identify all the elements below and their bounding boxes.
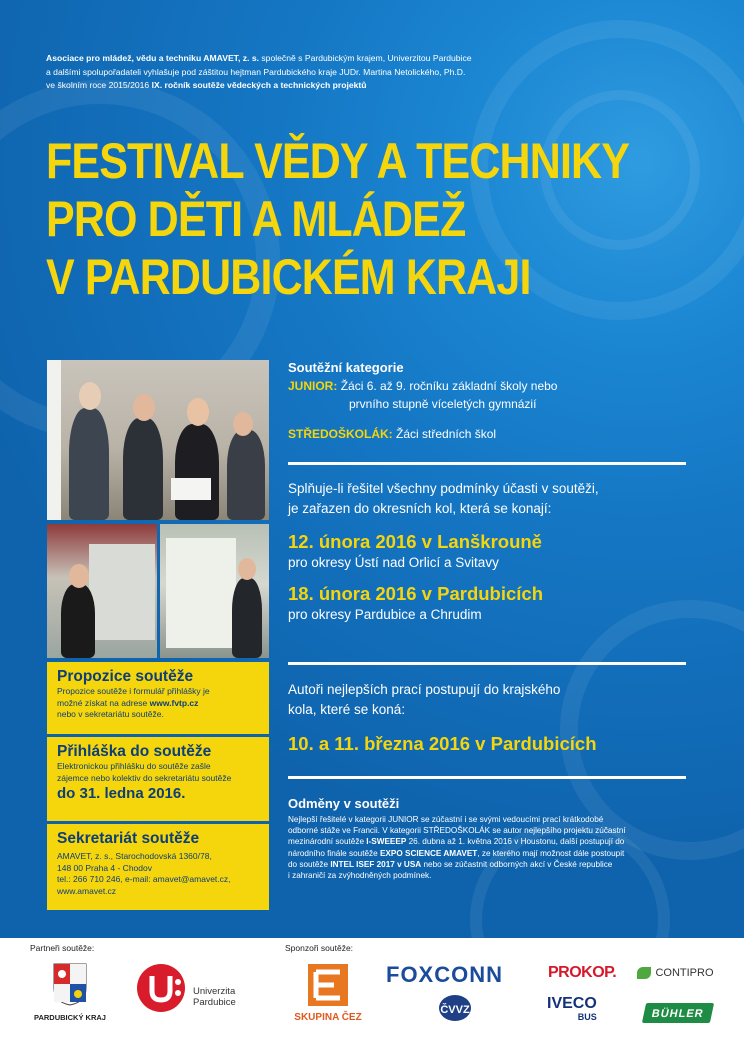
title-line3: V PARDUBICKÉM KRAJI	[46, 249, 531, 305]
foxconn-logo: FOXCONN	[386, 962, 503, 987]
upce-line2: Pardubice	[193, 997, 236, 1008]
senior-label: STŘEDOŠKOLÁK:	[288, 427, 393, 441]
edition-name: IX. ročník soutěže vědeckých a technických projektů	[151, 80, 367, 90]
rewards-line3a: mezinárodní soutěže	[288, 837, 367, 847]
regional-section	[288, 680, 597, 756]
rewards-heading: Odměny v soutěži	[288, 796, 400, 811]
rewards-line2: odborné stáže ve Francii. V kategorii STŘEDOŠKOLÁK se autor nejlepšího projektu zúčastní	[288, 826, 626, 836]
regional-intro2: kola, které se koná:	[288, 702, 406, 717]
pardubicky-kraj-name: PARDUBICKÝ KRAJ	[34, 1013, 106, 1022]
rewards-line4a: národního finále soutěže	[288, 848, 380, 858]
rewards-line3c: 26. dubna až 1. května 2016 v Houstonu, další postupují do	[406, 837, 625, 847]
propozice-line2: možné získat na adrese	[57, 697, 150, 708]
pardubicky-kraj-logo	[30, 962, 110, 1022]
intro-line1: společně s Pardubickým krajem, Univerzitou Pardubice	[259, 53, 472, 63]
rewards-line4c: , ze kterého mají možnost dále postoupit	[477, 848, 625, 858]
junior-text1: Žáci 6. až 9. ročníku základní školy nebo	[340, 379, 558, 393]
categories-heading: Soutěžní kategorie	[288, 360, 404, 375]
sponsors-label: Sponzoři soutěže:	[285, 943, 354, 953]
cez-logo	[290, 964, 366, 1023]
district-section	[288, 479, 599, 624]
propozice-line1: Propozice soutěže i formulář přihlášky je	[57, 686, 210, 696]
junior-label: JUNIOR:	[288, 379, 338, 393]
district-intro2: je zařazen do okresních kol, která se konají:	[288, 501, 552, 516]
coat-of-arms-icon	[52, 962, 88, 1006]
prokop-logo: PROKOP.	[548, 964, 617, 981]
regional-date: 10. a 11. března 2016 v Pardubicích	[288, 733, 597, 754]
award-photo	[47, 360, 269, 520]
rewards-text	[288, 814, 688, 881]
regional-intro1: Autoři nejlepších prací postupují do krajského	[288, 682, 561, 697]
cez-name: SKUPINA ČEZ	[294, 1012, 362, 1023]
rewards-line1: Nejlepší řešitelé v kategorii JUNIOR se zúčastní i se svými vedoucími prací krátkodobé	[288, 815, 604, 824]
upce-line1: Univerzita	[193, 986, 236, 997]
title-line1: FESTIVAL VĚDY A TECHNIKY	[46, 133, 630, 189]
partners-label: Partneři soutěže:	[30, 943, 95, 953]
cvvz-logo	[437, 992, 473, 1027]
divider	[288, 462, 686, 465]
prihlaska-line2: zájemce nebo kolektiv do sekretariátu soutěže	[57, 772, 232, 783]
contipro-icon	[637, 967, 651, 979]
svg-text:ČVVZ: ČVVZ	[440, 1004, 470, 1016]
sekretariat-city: 148 00 Praha 4 - Chodov	[57, 862, 152, 873]
student-photo	[47, 524, 157, 658]
prihlaska-line1: Elektronickou přihlášku do soutěže zašle	[57, 761, 211, 771]
upce-name	[193, 986, 236, 1008]
senior-text: Žáci středních škol	[396, 427, 497, 441]
district-date1: 12. února 2016 v Lanškrouně	[288, 531, 542, 552]
district-intro1: Splňuje-li řešitel všechny podmínky účasti v soutěži,	[288, 481, 599, 496]
iveco-logo	[547, 996, 597, 1022]
junior-text2: prvního stupně víceletých gymnázií	[349, 397, 537, 411]
sekretariat-text	[57, 851, 259, 897]
buhler-name: BÜHLER	[650, 1008, 705, 1020]
title-line2: PRO DĚTI A MLÁDEŽ	[46, 191, 466, 247]
cez-icon	[308, 964, 348, 1006]
prihlaska-box	[47, 737, 269, 821]
expo-science-name: EXPO SCIENCE AMAVET	[379, 848, 478, 858]
buhler-logo	[642, 1003, 714, 1023]
intro-text	[46, 52, 566, 93]
sekretariat-web[interactable]: www.amavet.cz	[57, 885, 117, 896]
iveco-bus: BUS	[577, 1012, 597, 1022]
propozice-text	[57, 686, 259, 721]
organizer-name: Asociace pro mládež, vědu a techniku AMAVET, z. s.	[46, 53, 259, 63]
prihlaska-heading: Přihláška do soutěže	[57, 743, 212, 760]
propozice-heading: Propozice soutěže	[57, 668, 194, 685]
prihlaska-text	[57, 761, 259, 784]
intro-line3: ve školním roce 2015/2016	[46, 80, 152, 90]
district-date1-sub: pro okresy Ústí nad Orlicí a Svitavy	[288, 555, 499, 570]
sekretariat-address: AMAVET, z. s., Starochodovská 1360/78,	[57, 851, 212, 861]
rewards-section	[288, 796, 688, 881]
rewards-line5a: do soutěže	[288, 859, 331, 869]
contipro-logo	[637, 964, 714, 982]
propozice-box	[47, 662, 269, 734]
district-date2: 18. února 2016 v Pardubicích	[288, 583, 543, 604]
sekretariat-contact[interactable]: tel.: 266 710 246, e-mail: amavet@amavet.cz,	[57, 874, 231, 884]
sekretariat-heading: Sekretariát soutěže	[57, 830, 200, 847]
propozice-link[interactable]: www.fvtp.cz	[149, 697, 199, 708]
sekretariat-box	[47, 824, 269, 910]
intro-line2: a dalšími spolupořadateli vyhlašuje pod záštitou hejtman Pardubického kraje JUDr. Martina Netolického, Ph.D.	[46, 66, 466, 77]
propozice-line3: nebo v sekretariátu soutěže.	[57, 709, 164, 719]
divider	[288, 776, 686, 779]
project-photo	[160, 524, 269, 658]
district-date2-sub: pro okresy Pardubice a Chrudim	[288, 607, 482, 622]
categories-section	[288, 360, 557, 443]
intel-isef-name: INTEL ISEF 2017 v USA	[330, 859, 422, 869]
contipro-name: CONTIPRO	[655, 966, 714, 979]
rewards-line5c: nebo se zúčastnit odborných akcí v České republice	[421, 859, 613, 869]
junior-category	[288, 377, 557, 413]
isweeep-name: I-SWEEEP	[366, 837, 407, 847]
senior-category	[288, 425, 557, 443]
upce-icon	[135, 962, 187, 1014]
rewards-line6: i zahraničí za zvýhodněných podmínek.	[288, 871, 432, 881]
page-title	[46, 132, 629, 306]
cvvz-icon	[437, 992, 473, 1022]
prihlaska-deadline: do 31. ledna 2016.	[57, 785, 186, 802]
iveco-name: IVECO	[547, 995, 597, 1012]
divider	[288, 662, 686, 665]
